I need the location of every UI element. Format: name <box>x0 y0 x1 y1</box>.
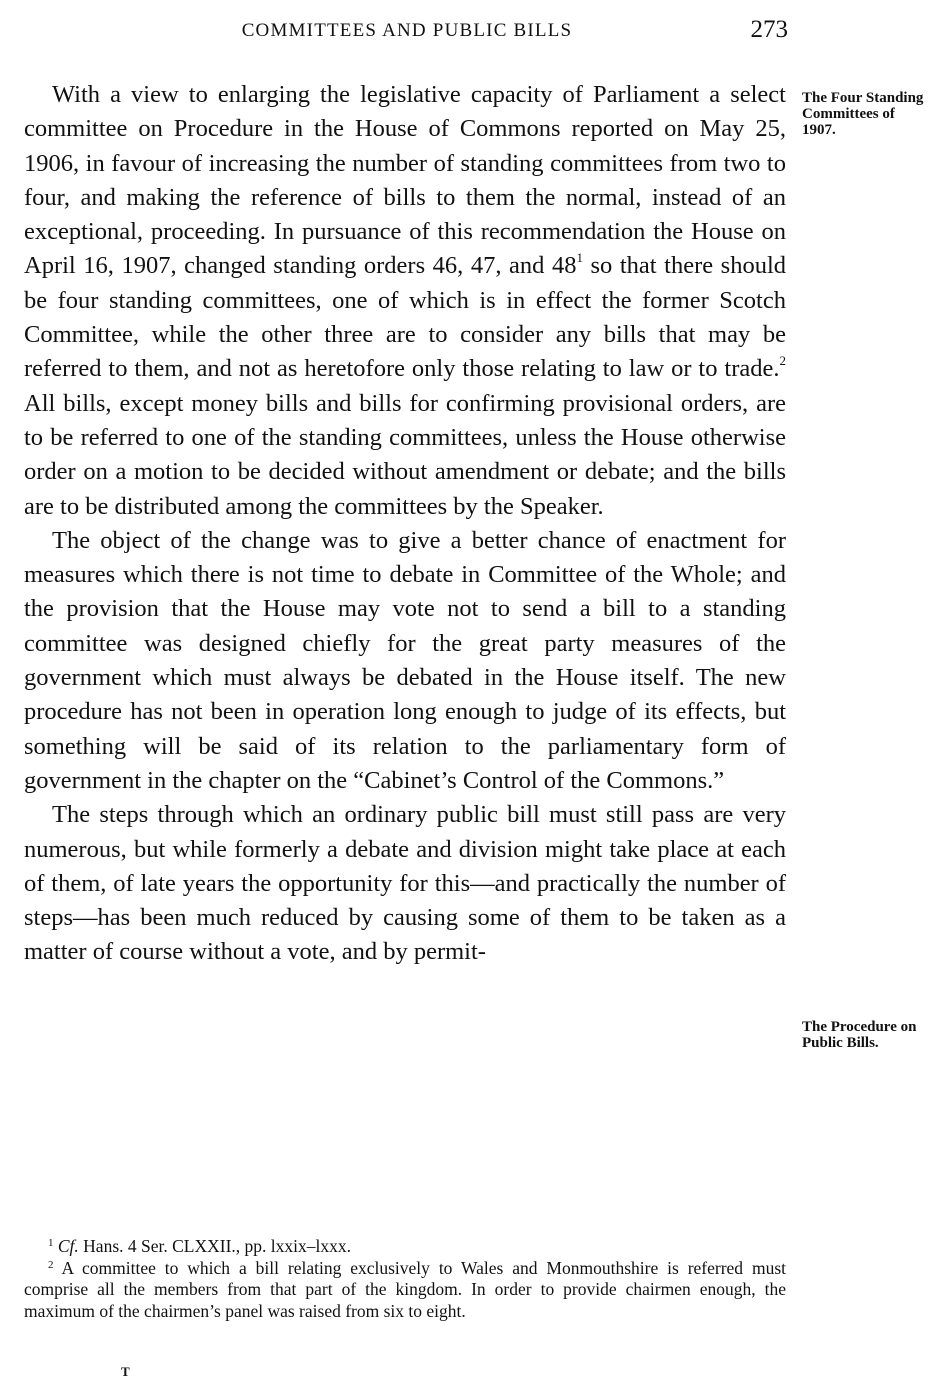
paragraph-object-of-change: The object of the change was to give a better chance of enactment for measures which there is not time to debate in Committee of the Whole; and the provision that the House may vote not to send a bill to a standing committee was designed chiefly for the great party measures of the government which must always be debated in the House itself. The new procedure has not been in operation long enough to judge of its effects, but something will be said of its relation to the parliamentary form of government in the chapter on the “Cabinet’s Control of the Commons.” <box>24 526 786 794</box>
signature-mark: T <box>121 1364 130 1379</box>
footnote-prefix: Cf. <box>57 1236 79 1256</box>
paragraph-steps-public-bill: The steps through which an ordinary public bill must still pass are very numerous, but while formerly a debate and division might take place at each of them, of late years the opportunity for this—and practically the number of steps—has been much reduced by causing some of them to be taken as a matter of course without a vote, and by permit- <box>24 801 786 966</box>
footnote-text: Hans. 4 Ser. CLXXII., pp. lxxix–lxxx. <box>78 1236 352 1256</box>
sidenote-standing-committees: The Four Standing Committees of 1907. <box>802 90 924 138</box>
footnote-2 <box>24 1258 786 1323</box>
paragraph-text: With a view to enlarging the legislative capacity of Parliament a select committee on Procedure in the House of Commons reported on May 25, 1906, in favour of increasing the number of standing committees from two to four, and making the reference of bills to them the normal, instead of an exceptional, proceeding. In pursuance of this recommendation the House on April 16, 1907, changed standing orders 46, 47, and 48 <box>24 81 786 280</box>
footnote-text: A committee to which a bill relating exclusively to Wales and Monmouthshire is referred must comprise all the members from that part of the kingdom. In order to provide chairmen enough, the maximum of the chairmen’s panel was raised from six to eight. <box>24 1257 786 1321</box>
paragraph-text: so that there should be four standing committees, one of which is in effect the former Scotch Committee, while the other three are to consider any bills that may be referred to them, and not as heretofore only those relating to law or to trade. <box>24 252 786 383</box>
body-text <box>24 78 786 970</box>
footnote-1 <box>24 1236 786 1258</box>
footnote-mark: 1 <box>48 1237 54 1249</box>
footnotes <box>24 1236 786 1322</box>
paragraph-text: All bills, except money bills and bills for confirming provisional orders, are to be referred to one of the standing committees, unless the House otherwise order on a motion to be decided without amendment or debate; and the bills are to be distributed among the committees by the Speaker. <box>24 389 786 520</box>
page-number: 273 <box>750 16 788 43</box>
footnote-reference: 1 <box>576 250 583 266</box>
running-title: COMMITTEES AND PUBLIC BILLS <box>241 20 573 41</box>
paragraph-standing-committees <box>24 78 786 524</box>
footnote-mark: 2 <box>48 1258 54 1271</box>
running-head <box>24 14 790 48</box>
footnote-reference: 2 <box>779 353 786 369</box>
sidenote-procedure-public-bills: The Procedure on Public Bills. <box>802 1019 917 1051</box>
